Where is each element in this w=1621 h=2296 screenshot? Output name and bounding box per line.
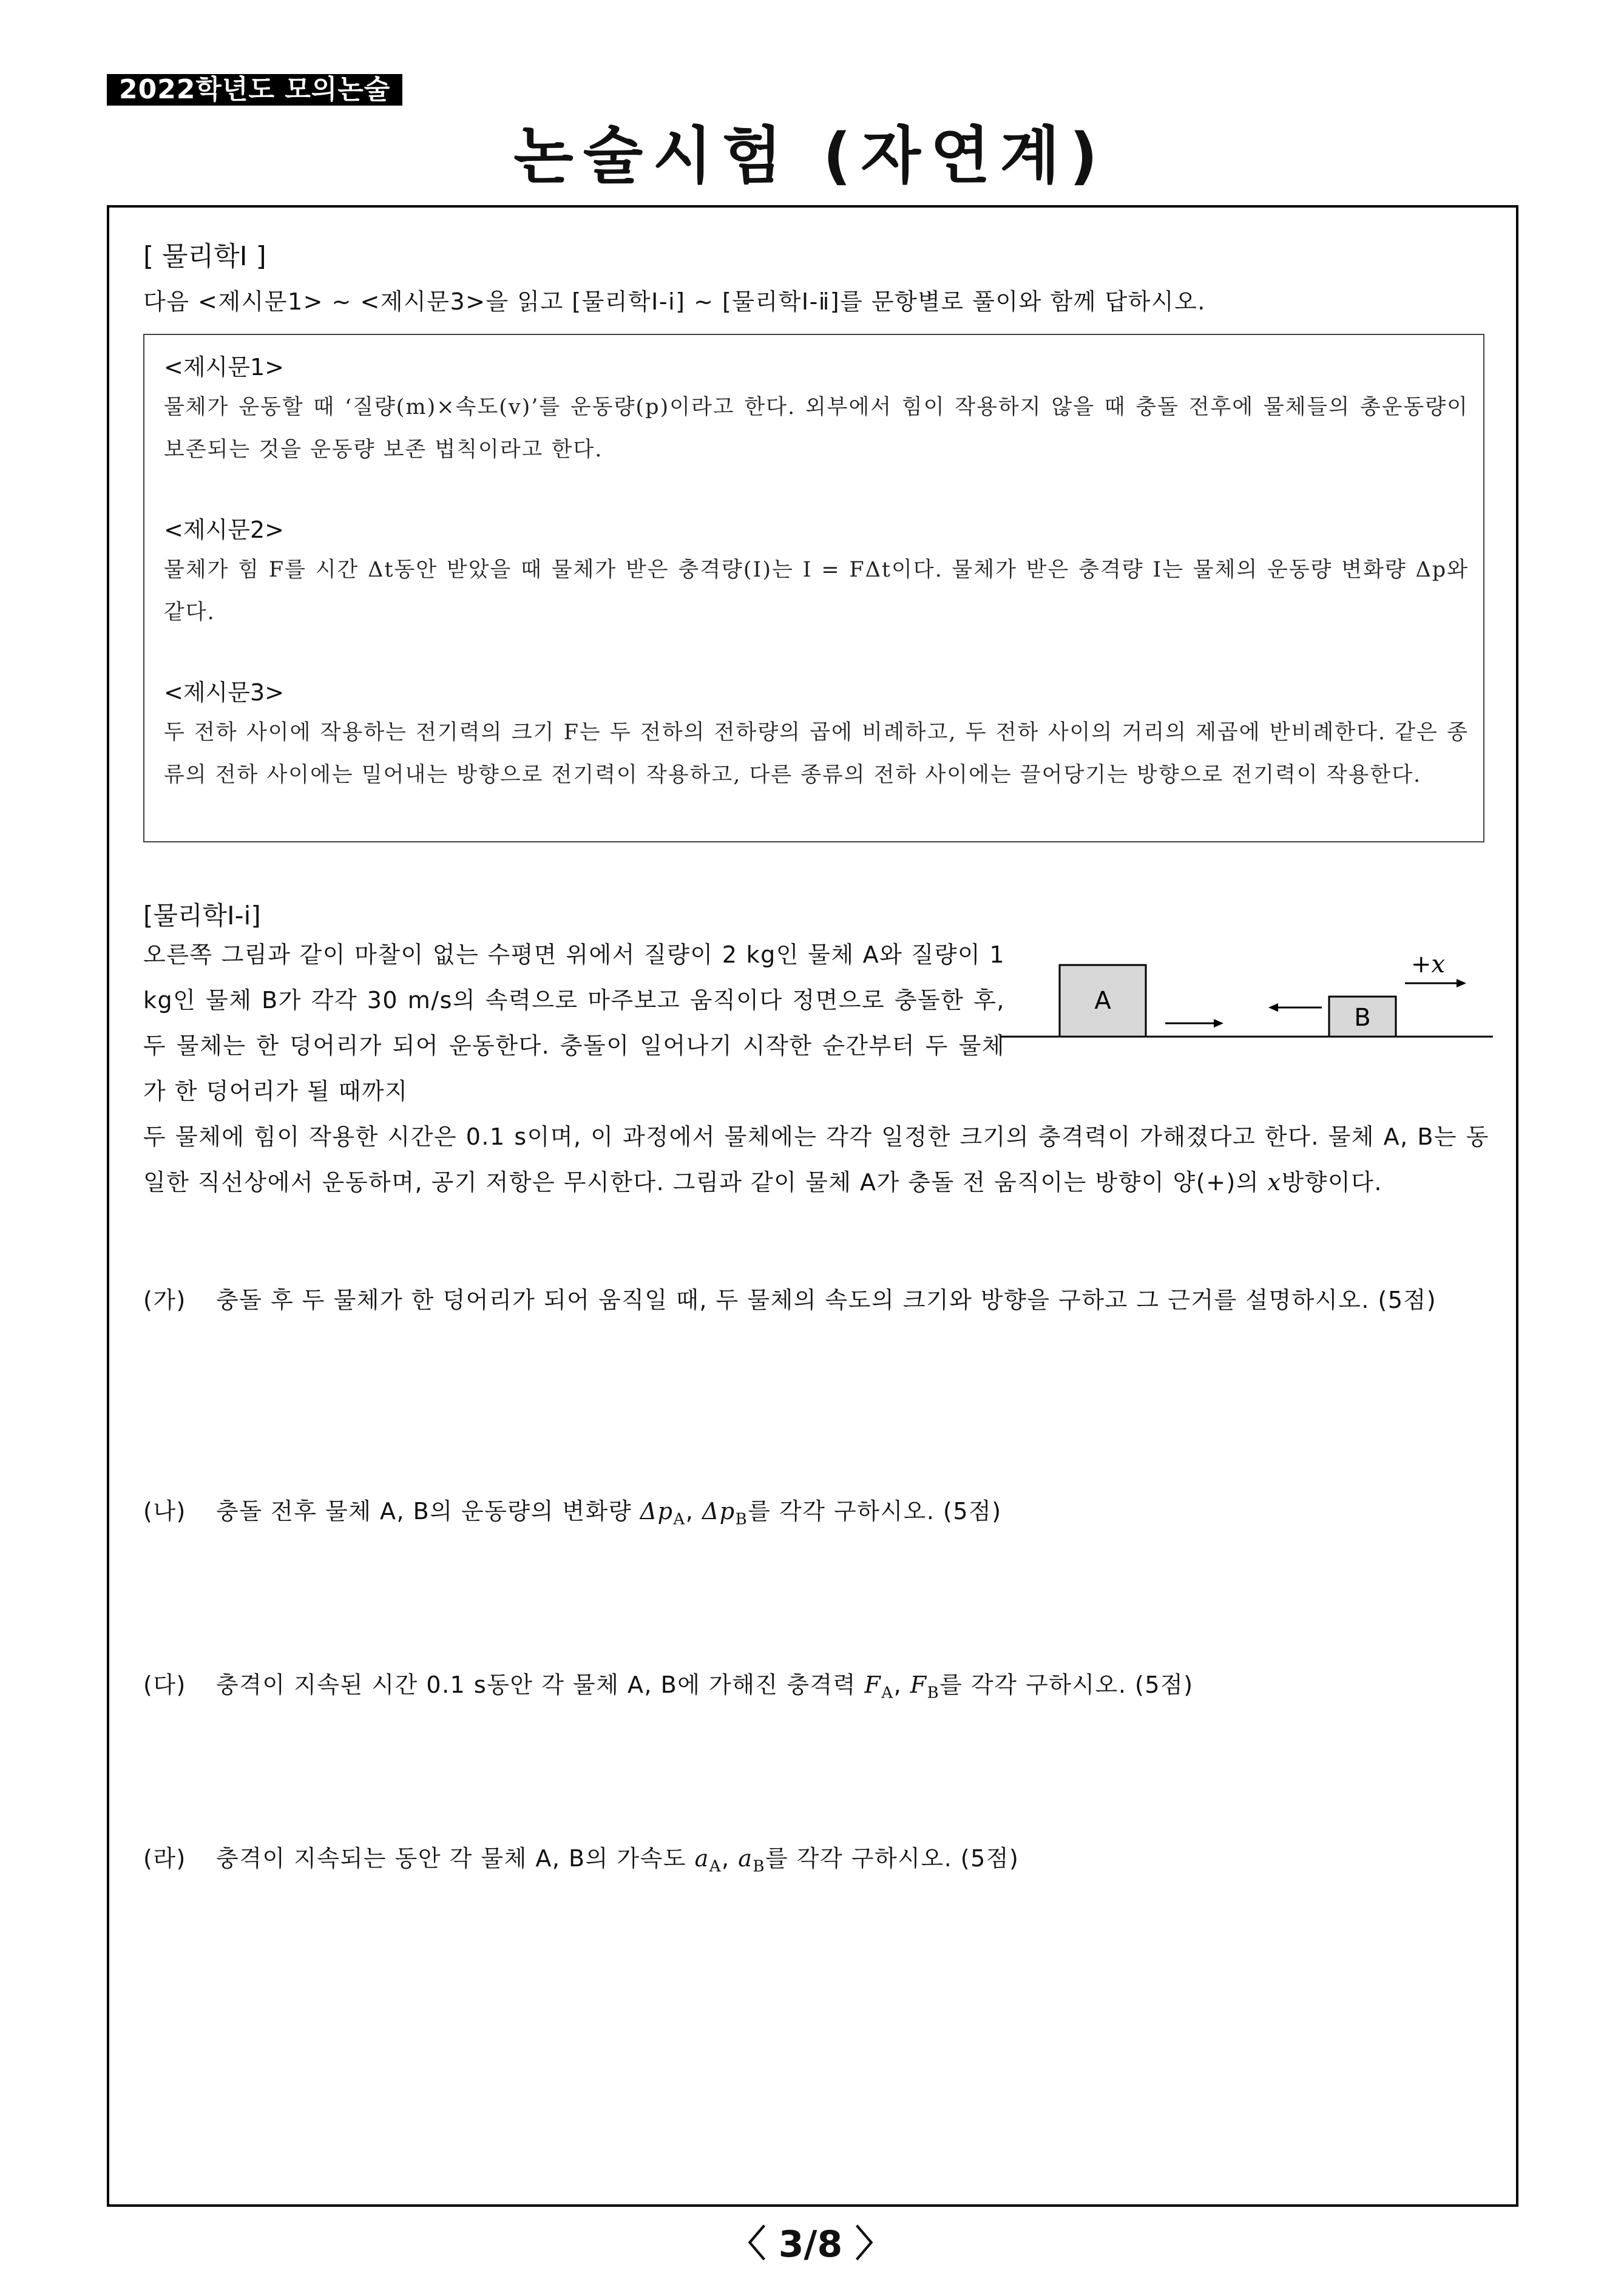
question-na-number: (나) <box>143 1498 186 1525</box>
question-ra: (라) 충격이 지속되는 동안 각 물체 A, B의 가속도 $a_A$, $a_B$를 각각 구하시오. (5점) <box>143 1835 1489 1890</box>
delta-pb-symbol: $\Delta p_B$ <box>702 1498 748 1529</box>
problem-text-part2 <box>143 1114 1489 1205</box>
delta-pa-symbol: $\Delta p_A$ <box>640 1498 686 1529</box>
question-ra-text-b: 를 각각 구하시오. (5점) <box>765 1845 1020 1872</box>
question-ga-text: 충돌 후 두 물체가 한 덩어리가 되어 움직일 때, 두 물체의 속도의 크기와 방향을 구하고 그 근거를 설명하시오. (5점) <box>216 1287 1437 1313</box>
page-number: 〈 3/8 〉 <box>729 2223 892 2266</box>
axis-label: +x <box>1411 950 1446 978</box>
block-a-label: A <box>1094 987 1111 1015</box>
passage-1-label: <제시문1> <box>164 354 284 381</box>
passage-3-label: <제시문3> <box>164 679 284 706</box>
passage-box <box>143 334 1484 842</box>
velocity-b-arrow-head <box>1268 1003 1278 1012</box>
question-na: (나) 충돌 전후 물체 A, B의 운동량의 변화량 $\Delta p_A$, $\Delta p_B$를 각각 구하시오. (5점) <box>143 1488 1489 1543</box>
question-ra-text-a: 충격이 지속되는 동안 각 물체 A, B의 가속도 <box>216 1845 695 1872</box>
question-na-text-a: 충돌 전후 물체 A, B의 운동량의 변화량 <box>216 1498 640 1525</box>
instruction-text: 다음 <제시문1> ~ <제시문3>을 읽고 [물리학Ⅰ-ⅰ] ~ [물리학Ⅰ-ⅱ]를 문항별로 풀이와 함께 답하시오. <box>143 288 1206 315</box>
question-ra-number: (라) <box>143 1845 186 1872</box>
question-ga-number: (가) <box>143 1287 186 1313</box>
axis-arrow-head <box>1457 979 1466 987</box>
section-heading: [물리학Ⅰ-ⅰ] <box>143 901 261 930</box>
passage-1-text: 물체가 운동할 때 ‘질량(m)×속도(v)’를 운동량(p)이라고 한다. 외부에서 힘이 작용하지 않을 때 충돌 전후에 물체들의 총운동량이 보존되는 것을 운동량 보존 법칙이라고 한다. <box>164 395 1469 462</box>
accel-b-symbol: $a_B$ <box>738 1845 765 1876</box>
question-da-text-a: 충격이 지속된 시간 0.1 s동안 각 물체 A, B에 가해진 충격력 <box>216 1671 865 1698</box>
problem-text-part2-b: 방향이다. <box>1281 1169 1383 1196</box>
question-na-text-b: 를 각각 구하시오. (5점) <box>748 1498 1002 1525</box>
passage-2-label: <제시문2> <box>164 516 284 543</box>
question-da-number: (다) <box>143 1671 186 1698</box>
problem-text-part1: 오른쪽 그림과 같이 마찰이 없는 수평면 위에서 질량이 2 kg인 물체 A와 질량이 1 kg인 물체 B가 각각 30 m/s의 속력으로 마주보고 움직이다 정면으로 충돌한 후, 두 물체는 한 덩어리가 되어 운동한다. 충돌이 일어나기 시작한 순간부터 두 물체가 한 덩어리가 될 때까지 <box>143 941 1005 1105</box>
question-da: (다) 충격이 지속된 시간 0.1 s동안 각 물체 A, B에 가해진 충격력 $F_A$, $F_B$를 각각 구하시오. (5점) <box>143 1662 1489 1716</box>
question-ga <box>143 1277 1489 1323</box>
force-b-symbol: $F_B$ <box>910 1671 940 1702</box>
velocity-a-arrow-head <box>1214 1019 1223 1028</box>
subject-heading: [ 물리학Ⅰ ] <box>143 241 266 272</box>
block-b-label: B <box>1354 1004 1371 1032</box>
passage-3-text: 두 전하 사이에 작용하는 전기력의 크기 F는 두 전하의 전하량의 곱에 비례하고, 두 전하 사이의 거리의 제곱에 반비례한다. 같은 종류의 전하 사이에는 밀어내는 방향으로 전기력이 작용하고, 다른 종류의 전하 사이에는 끌어당기는 방향으로 전기력이 작용한다. <box>164 720 1469 787</box>
force-a-symbol: $F_A$ <box>864 1671 894 1702</box>
passage-2-text: 물체가 힘 F를 시간 Δt동안 받았을 때 물체가 받은 충격량(I)는 I = FΔt이다. 물체가 받은 충격량 I는 물체의 운동량 변화량 Δp와 같다. <box>164 558 1469 625</box>
x-symbol: x <box>1267 1169 1282 1196</box>
exam-frame <box>107 205 1518 2207</box>
page-title: 논술시험 (자연계) <box>513 120 1108 192</box>
accel-a-symbol: $a_A$ <box>694 1845 722 1876</box>
question-da-text-b: 를 각각 구하시오. (5점) <box>939 1671 1194 1698</box>
year-badge: 2022학년도 모의논술 <box>107 74 402 106</box>
collision-figure <box>1001 936 1505 1069</box>
problem-text-part2-a: 두 물체에 힘이 작용한 시간은 0.1 s이며, 이 과정에서 물체에는 각각 일정한 크기의 충격력이 가해졌다고 한다. 물체 A, B는 동일한 직선상에서 운동하며, 공기 저항은 무시한다. 그림과 같이 물체 A가 충돌 전 움직이는 방향이 양(+)의 <box>143 1123 1489 1196</box>
